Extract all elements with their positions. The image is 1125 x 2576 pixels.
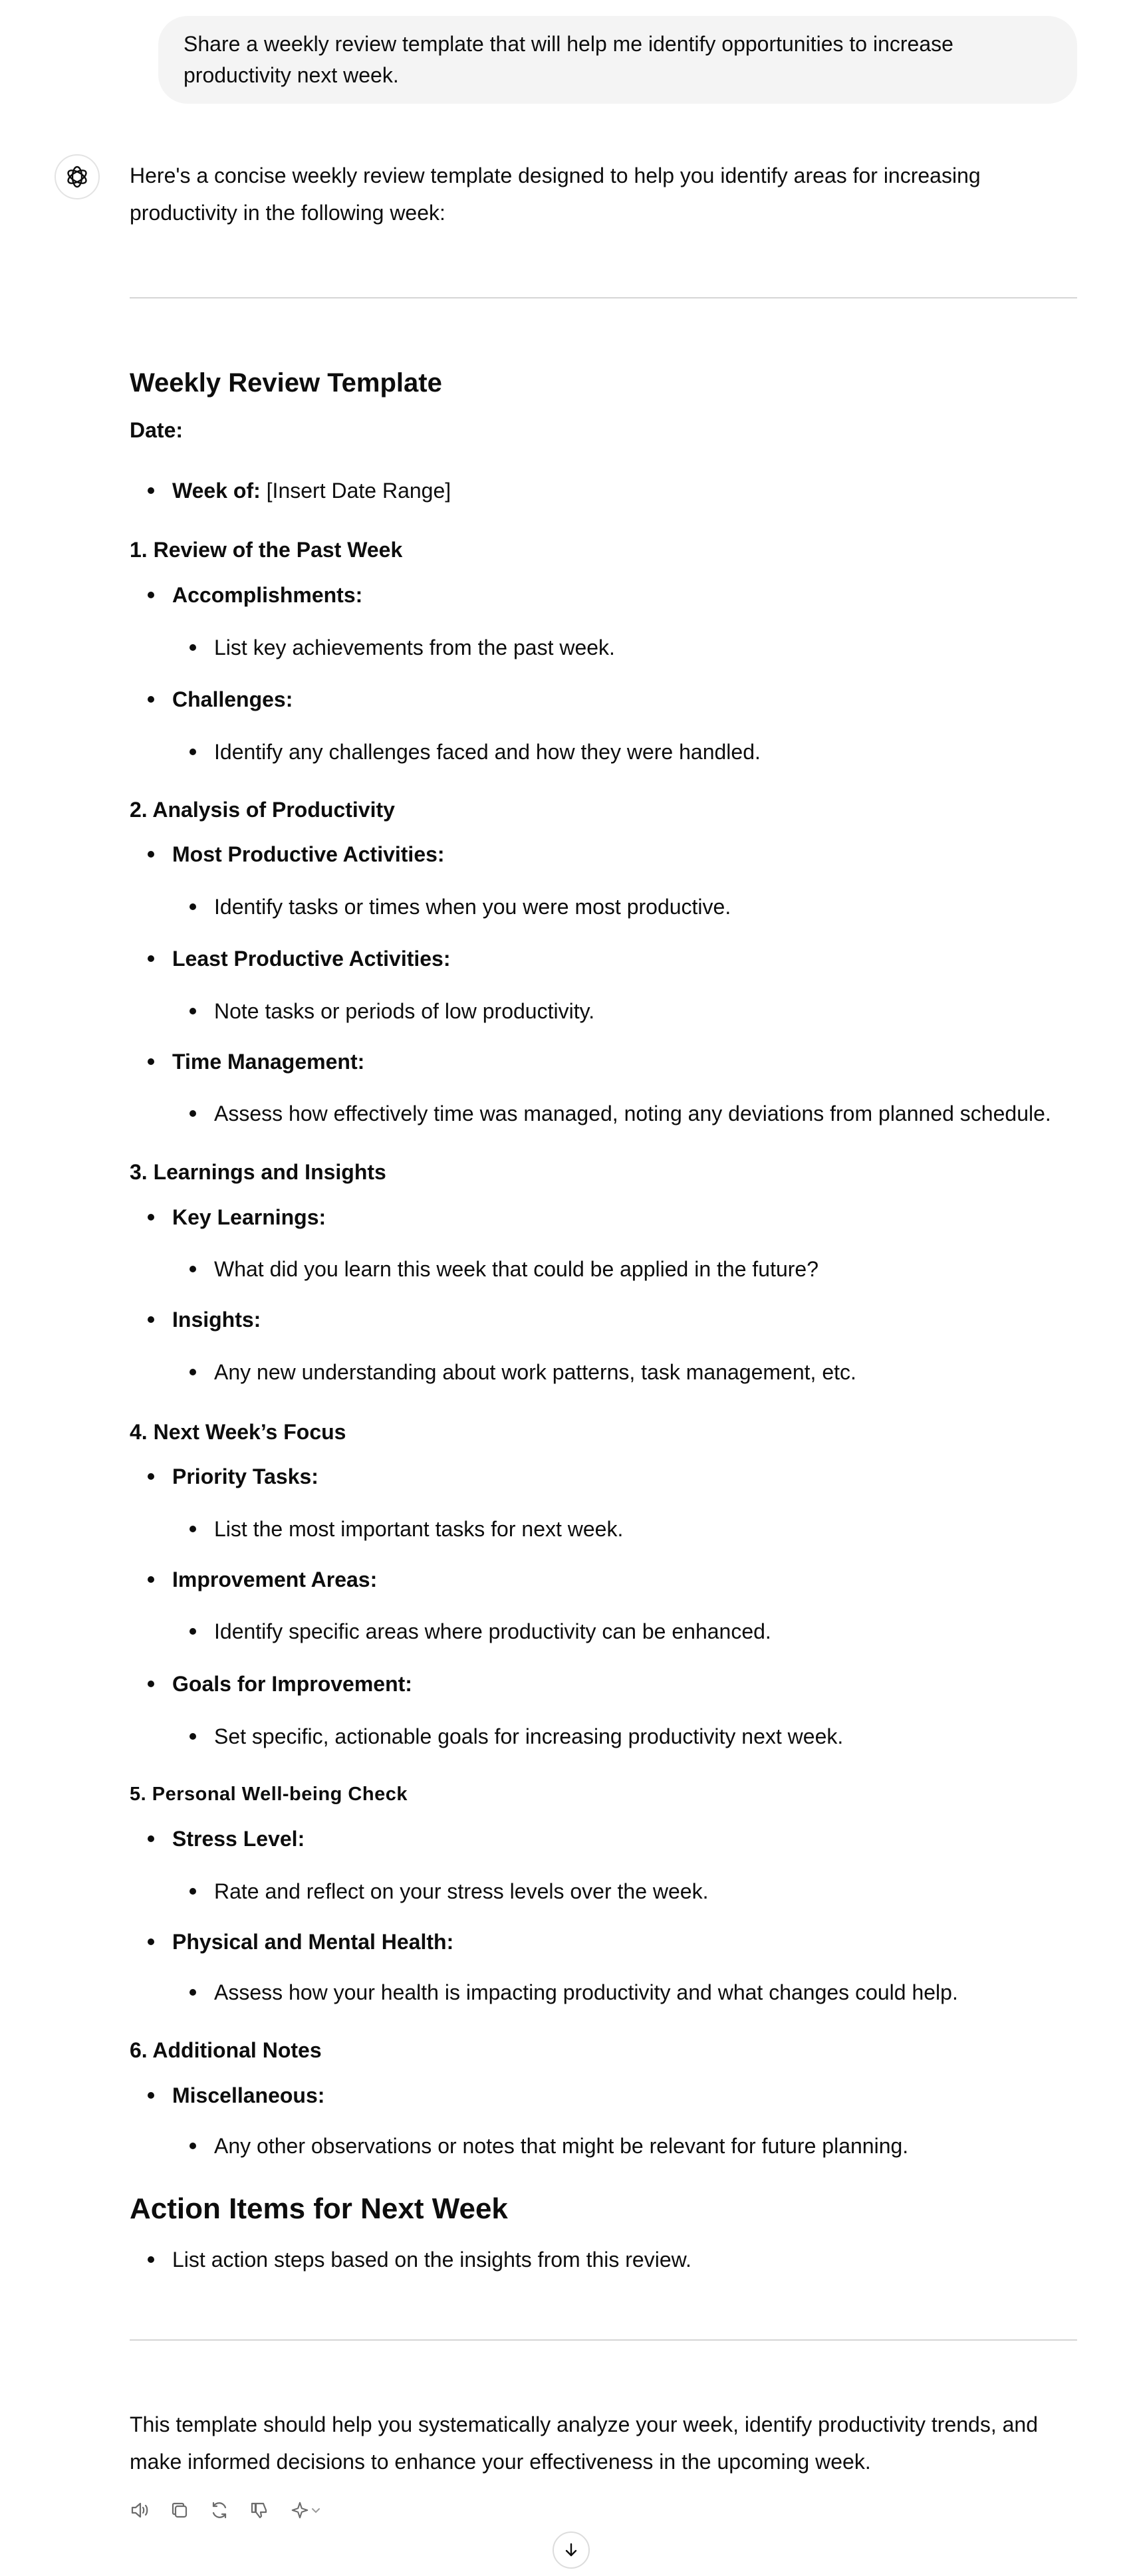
list-item <box>172 1046 364 1077</box>
list-sub-item <box>214 1616 771 1647</box>
section-4-title: 4. Next Week’s Focus <box>130 1420 346 1444</box>
list-item-label: Priority Tasks: <box>172 1464 318 1488</box>
list-sub-item <box>214 632 615 663</box>
list-item-text: Rate and reflect on your stress levels over the week. <box>214 1879 709 1903</box>
bad-response-button[interactable] <box>246 2497 273 2523</box>
list-item <box>172 1564 377 1595</box>
list-item-label: Accomplishments: <box>172 583 363 607</box>
list-item-text: Note tasks or periods of low productivity. <box>214 999 595 1023</box>
list-item <box>172 1461 318 1492</box>
list-sub-item <box>214 1721 843 1752</box>
list-sub-item <box>214 1254 818 1284</box>
list-item <box>172 1927 453 1957</box>
list-item-label: Miscellaneous: <box>172 2083 325 2107</box>
section-5-title: 5. Personal Well-being Check <box>130 1784 408 1805</box>
list-item-label: Time Management: <box>172 1050 365 1074</box>
section-1-title: 1. Review of the Past Week <box>130 538 403 562</box>
list-item-label: Most Productive Activities: <box>172 842 445 866</box>
list-item <box>172 1823 305 1854</box>
list-sub-item <box>214 996 594 1026</box>
assistant-intro: Here's a concise weekly review template designed to help you identify areas for increasing productivity in the following week: <box>130 164 981 225</box>
list-item <box>172 1304 261 1335</box>
chevron-down-icon <box>310 2504 322 2516</box>
assistant-closing-block <box>130 2406 1077 2480</box>
list-item <box>172 580 362 610</box>
list-item-label: Insights: <box>172 1308 261 1332</box>
assistant-avatar <box>55 154 100 199</box>
list-sub-item <box>214 1876 708 1907</box>
regenerate-icon <box>209 2500 230 2521</box>
copy-icon <box>169 2500 190 2521</box>
copy-button[interactable] <box>166 2497 193 2523</box>
openai-logo-icon <box>64 164 90 190</box>
list-sub-item <box>214 737 761 767</box>
list-sub-item <box>214 2131 908 2161</box>
list-item-text: Identify tasks or times when you were most productive. <box>214 895 731 919</box>
list-item <box>172 475 451 506</box>
template-title: Weekly Review Template <box>130 368 442 398</box>
list-item <box>172 2244 691 2275</box>
list-item <box>172 943 451 974</box>
list-item-label: Key Learnings: <box>172 1205 326 1229</box>
divider-bottom <box>130 2339 1077 2341</box>
list-item <box>172 839 445 870</box>
list-item-label: Goals for Improvement: <box>172 1672 412 1696</box>
list-item-text: Set specific, actionable goals for increasing productivity next week. <box>214 1724 844 1748</box>
assistant-message <box>130 157 1077 231</box>
list-item-label: Stress Level: <box>172 1827 305 1851</box>
list-item-text: Assess how effectively time was managed, noting any deviations from planned schedule. <box>214 1102 1051 1125</box>
list-item-text: Any other observations or notes that might be relevant for future planning. <box>214 2134 909 2158</box>
list-sub-item <box>214 1098 1051 1129</box>
section-3-title: 3. Learnings and Insights <box>130 1160 386 1184</box>
list-item <box>172 684 293 715</box>
section-6-title: 6. Additional Notes <box>130 2038 322 2062</box>
date-heading: Date: <box>130 418 184 442</box>
list-sub-item <box>214 891 731 922</box>
list-item-text: What did you learn this week that could be applied in the future? <box>214 1257 819 1281</box>
change-model-button[interactable] <box>286 2497 326 2523</box>
regenerate-button[interactable] <box>206 2497 233 2523</box>
assistant-closing: This template should help you systematically analyze your week, identify productivity trends, and make informed decisions to enhance your effectiveness in the upcoming week. <box>130 2412 1039 2474</box>
list-item-text: Any new understanding about work patterns, task management, etc. <box>214 1360 856 1384</box>
list-item-label: Least Productive Activities: <box>172 947 451 971</box>
sparkle-model-icon <box>290 2500 310 2520</box>
list-item-text: Identify specific areas where productivity can be enhanced. <box>214 1619 771 1643</box>
list-sub-item <box>214 1357 856 1387</box>
list-item-text: List key achievements from the past week. <box>214 636 615 659</box>
list-sub-item <box>214 1514 623 1544</box>
list-item-text: [Insert Date Range] <box>260 479 451 503</box>
message-actions-toolbar <box>126 2496 326 2525</box>
list-item <box>172 1202 326 1232</box>
scroll-to-bottom-button[interactable] <box>553 2531 590 2569</box>
list-item <box>172 1669 412 1699</box>
user-message-text: Share a weekly review template that will help me identify opportunities to increase productivity next week. <box>184 32 953 87</box>
arrow-down-icon <box>562 2541 580 2559</box>
list-item <box>172 2080 324 2111</box>
thumbs-down-icon <box>249 2500 270 2521</box>
list-item-label: Improvement Areas: <box>172 1568 378 1591</box>
divider-top <box>130 297 1077 298</box>
list-sub-item <box>214 1977 958 2008</box>
list-item-label: Physical and Mental Health: <box>172 1930 454 1954</box>
read-aloud-button[interactable] <box>126 2497 153 2523</box>
list-item-text: Assess how your health is impacting productivity and what changes could help. <box>214 1980 958 2004</box>
list-item-text: List action steps based on the insights from this review. <box>172 2248 691 2272</box>
list-item-text: Identify any challenges faced and how they were handled. <box>214 740 761 764</box>
speaker-icon <box>129 2500 150 2521</box>
list-item-label: Week of: <box>172 479 261 503</box>
list-item-text: List the most important tasks for next week. <box>214 1517 624 1541</box>
user-message-bubble <box>158 16 1077 104</box>
action-items-title: Action Items for Next Week <box>130 2192 508 2225</box>
section-2-title: 2. Analysis of Productivity <box>130 798 395 822</box>
list-item-label: Challenges: <box>172 687 293 711</box>
